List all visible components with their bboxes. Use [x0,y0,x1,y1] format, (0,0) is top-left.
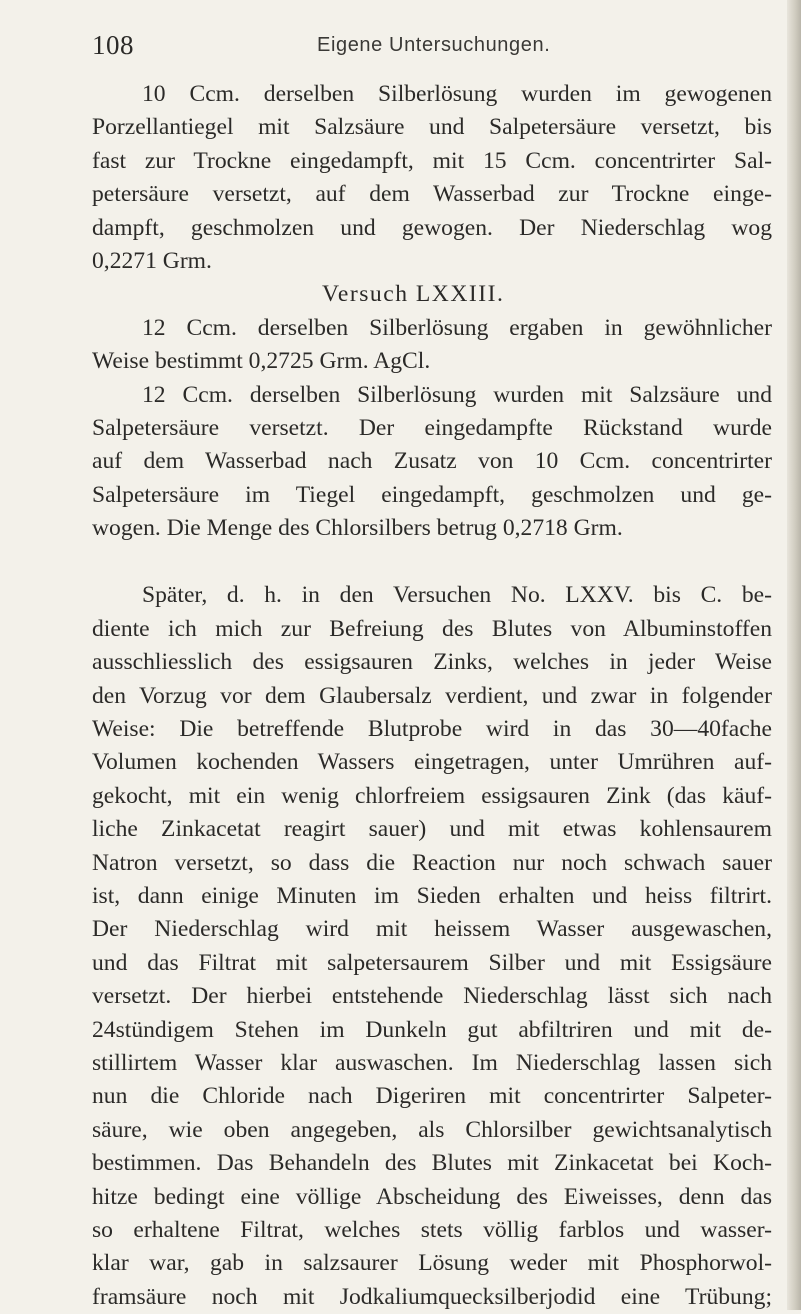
text-line: Weise: Die betreffende Blutprobe wird in das 30—40fache [92,716,772,743]
text-line: klar war, gab in salzsaurer Lösung weder mit Phosphorwol- [92,1250,772,1277]
text-line: wogen. Die Menge des Chlorsilbers betrug 0,2718 Grm. [92,515,623,542]
text-line: dampft, geschmolzen und gewogen. Der Niederschlag wog [92,214,772,241]
text-line: ausschliesslich des essigsauren Zinks, welches in jeder Weise [92,649,772,676]
text-line: Der Niederschlag wird mit heissem Wasser ausgewaschen, [92,916,772,943]
text-line: 12 Ccm. derselben Silberlösung wurden mit Salzsäure und [142,381,772,408]
page-edge [787,0,801,1310]
text-line: 12 Ccm. derselben Silberlösung ergaben in gewöhnlicher [142,314,772,341]
page-header [92,22,722,62]
text-line: den Vorzug vor dem Glaubersalz verdient, und zwar in folgender [92,682,772,709]
body-text [92,78,772,1314]
page-number: 108 [92,30,134,60]
text-line: bestimmen. Das Behandeln des Blutes mit Zinkacetat bei Koch- [92,1150,772,1177]
text-line: diente ich mich zur Befreiung des Blutes von Albuminstoffen [92,615,772,642]
text-line: Porzellantiegel mit Salzsäure und Salpetersäure versetzt, bis [92,114,772,141]
text-line: hitze bedingt eine völlige Abscheidung des Eiweisses, denn das [92,1183,772,1210]
text-line: nun die Chloride nach Digeriren mit concentrirter Salpeter- [92,1083,772,1110]
text-line: stillirtem Wasser klar auswaschen. Im Niederschlag lassen sich [92,1049,772,1076]
text-line: Salpetersäure versetzt. Der eingedampfte Rückstand wurde [92,414,772,441]
text-line: 24stündigem Stehen im Dunkeln gut abfiltriren und mit de- [92,1016,772,1043]
text-line: auf dem Wasserbad nach Zusatz von 10 Ccm. concentrirter [92,448,772,475]
text-line: versetzt. Der hierbei entstehende Niederschlag lässt sich nach [92,983,772,1010]
text-line: Volumen kochenden Wassers eingetragen, unter Umrühren auf- [92,749,772,776]
running-title: Eigene Untersuchungen. [317,34,551,56]
text-line: 10 Ccm. derselben Silberlösung wurden im gewogenen [142,81,772,107]
paragraph-gap [92,545,772,579]
text-line: so erhaltene Filtrat, welches stets völlig farblos und wasser- [92,1216,772,1243]
text-line: petersäure versetzt, auf dem Wasserbad zur Trockne einge- [92,181,772,208]
text-line: Später, d. h. in den Versuchen No. LXXV. bis C. be- [142,582,772,609]
text-line: gekocht, mit ein wenig chlorfreiem essigsauren Zink (das käuf- [92,782,772,809]
text-line: 0,2271 Grm. [92,247,212,274]
text-line: und das Filtrat mit salpetersaurem Silber und mit Essigsäure [92,949,772,976]
section-heading: Versuch LXXIII. [322,281,505,308]
text-line: framsäure noch mit Jodkaliumquecksilberjodid eine Trübung; [92,1283,772,1310]
text-line: ist, dann einige Minuten im Sieden erhalten und heiss filtrirt. [92,882,772,909]
text-line: Weise bestimmt 0,2725 Grm. AgCl. [92,348,431,375]
text-line: Salpetersäure im Tiegel eingedampft, geschmolzen und ge- [92,481,772,508]
text-line: Natron versetzt, so dass die Reaction nur noch schwach sauer [92,849,772,876]
text-line: säure, wie oben angegeben, als Chlorsilber gewichtsanalytisch [92,1116,772,1143]
text-line: fast zur Trockne eingedampft, mit 15 Ccm. concentrirter Sal- [92,147,772,174]
text-line: liche Zinkacetat reagirt sauer) und mit etwas kohlensaurem [92,816,772,843]
